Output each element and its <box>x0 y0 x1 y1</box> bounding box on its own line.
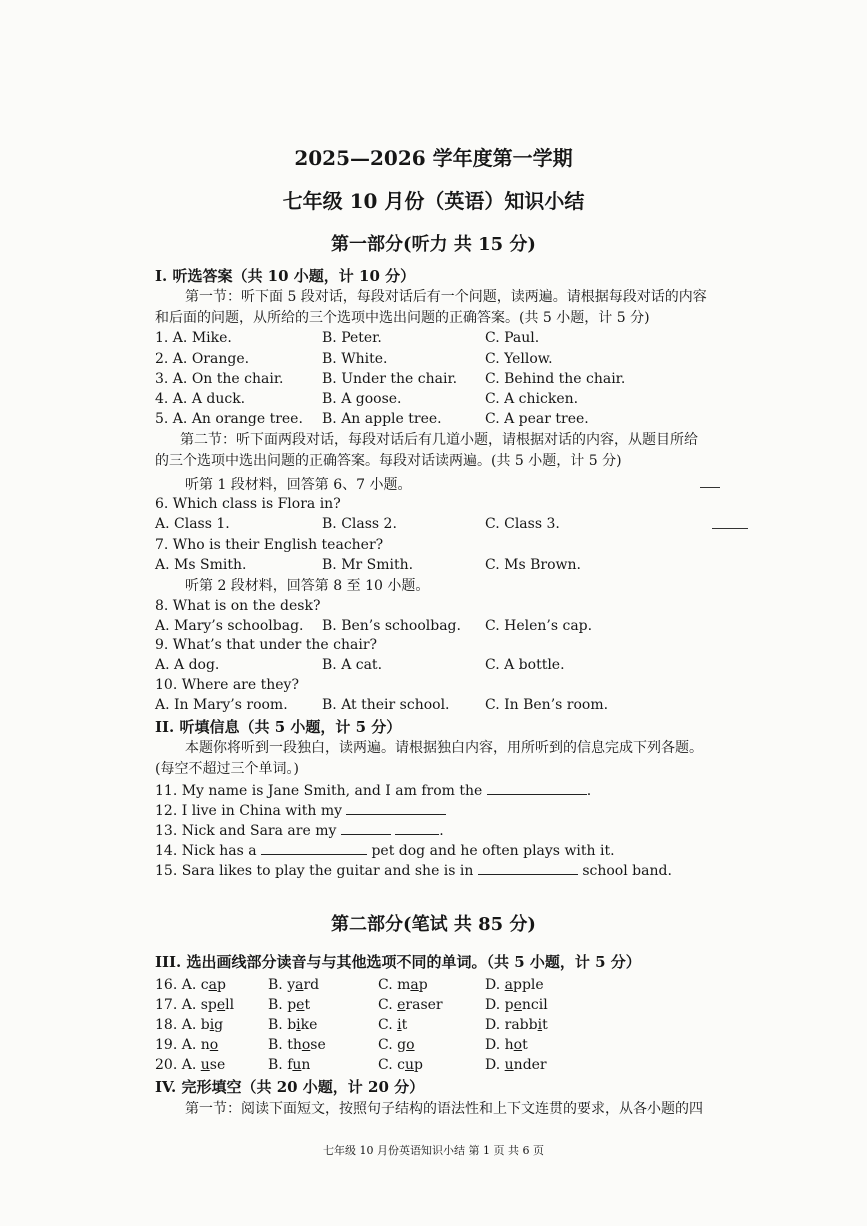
q16-option-c <box>378 977 428 993</box>
q4-option-b: B. A goose. <box>322 391 402 407</box>
word-part: 16. A. c <box>155 977 209 993</box>
section2-instr-line1: 本题你将听到一段独白，读两遍。请根据独白内容，用所听到的信息完成下列各题。 <box>185 740 703 756</box>
q2-option-c: C. Yellow. <box>485 351 553 367</box>
exam-title: 七年级 10 月份（英语）知识小结 <box>282 189 585 213</box>
q2-option-a: 2. A. Orange. <box>155 351 250 367</box>
word-part: B. th <box>268 1037 302 1053</box>
q5-option-c: C. A pear tree. <box>485 411 589 427</box>
q9-option-a: A. A dog. <box>155 657 220 673</box>
exam-term: 2025—2026 学年度第一学期 <box>294 146 573 170</box>
q16-option-b <box>268 977 319 993</box>
q15-blank[interactable] <box>478 860 578 875</box>
underlined-letter: e <box>216 997 226 1013</box>
q7-option-b: B. Mr Smith. <box>322 557 414 573</box>
section3-title: III. 选出画线部分读音与与其他选项不同的单词。（共 5 小题，计 5 分） <box>155 953 641 971</box>
q11-blank[interactable] <box>487 780 587 795</box>
q20-option-b <box>268 1057 310 1073</box>
underlined-letter: o <box>301 1037 311 1053</box>
q9-option-b: B. A cat. <box>322 657 383 673</box>
word-part: D. rabb <box>485 1017 538 1033</box>
q15-stem: 15. Sara likes to play the guitar and she is in <box>155 863 474 879</box>
q6-stem: 6. Which class is Flora in? <box>155 496 341 512</box>
q18-option-a <box>155 1017 223 1033</box>
underlined-letter: a <box>208 977 217 993</box>
word-part: p <box>216 977 226 993</box>
word-part: B. f <box>268 1057 293 1073</box>
q12-stem: 12. I live in China with my <box>155 803 342 819</box>
section1-instr-line2: 和后面的问题，从所给的三个选项中选出问题的正确答案。(共 5 小题，计 5 分) <box>155 310 650 326</box>
q7-option-a: A. Ms Smith. <box>155 557 247 573</box>
q18-option-b <box>268 1017 317 1033</box>
q14-rest: pet dog and he often plays with it. <box>371 843 615 859</box>
part1-heading: 第一部分(听力 共 15 分) <box>331 234 536 255</box>
material2-note: 听第 2 段材料，回答第 8 至 10 小题。 <box>185 578 430 594</box>
word-part: n <box>301 1057 311 1073</box>
stray-mark <box>712 528 748 529</box>
underlined-letter: a <box>504 977 513 993</box>
q13 <box>155 820 444 839</box>
underlined-letter: e <box>513 997 522 1013</box>
q5-option-b: B. An apple tree. <box>322 411 442 427</box>
q11-stem: 11. My name is Jane Smith, and I am from the <box>155 783 483 799</box>
word-part: ke <box>300 1017 318 1033</box>
word-part: t <box>401 1017 408 1033</box>
word-part: 20. A. <box>155 1057 201 1073</box>
word-part: C. g <box>378 1037 407 1053</box>
underlined-letter: a <box>410 977 419 993</box>
q1-option-b: B. Peter. <box>322 330 382 346</box>
word-part: 17. A. sp <box>155 997 217 1013</box>
q14 <box>155 840 615 859</box>
section1-part2-instr-line1: 第二节：听下面两段对话，每段对话后有几道小题，请根据对话的内容，从题目所给 <box>180 432 698 448</box>
material1-note: 听第 1 段材料，回答第 6、7 小题。 <box>185 477 412 493</box>
q20-option-a <box>155 1057 225 1073</box>
word-part: B. y <box>268 977 296 993</box>
word-part: raser <box>405 997 443 1013</box>
q10-option-c: C. In Ben’s room. <box>485 697 609 713</box>
q20-option-d <box>485 1057 547 1073</box>
word-part: C. <box>378 1017 398 1033</box>
q3-option-c: C. Behind the chair. <box>485 371 626 387</box>
underlined-letter: e <box>296 997 305 1013</box>
underlined-letter: i <box>209 1017 215 1033</box>
section2-instr-line2: (每空不超过三个单词。) <box>155 761 299 777</box>
q9-stem: 9. What’s that under the chair? <box>155 637 378 653</box>
section1-part2-instr-line2: 的三个选项中选出问题的正确答案。每段对话读两遍。(共 5 小题，计 5 分) <box>155 453 622 469</box>
q20-option-c <box>378 1057 423 1073</box>
q6-option-c: C. Class 3. <box>485 516 560 532</box>
word-part: 18. A. b <box>155 1017 210 1033</box>
q13-blank-2[interactable] <box>395 820 439 835</box>
q13-blank-1[interactable] <box>341 820 391 835</box>
underlined-letter: o <box>513 1037 523 1053</box>
q18-option-d <box>485 1017 548 1033</box>
q8-option-b: B. Ben’s schoolbag. <box>322 618 461 634</box>
q4-option-a: 4. A. A duck. <box>155 391 246 407</box>
q1-option-c: C. Paul. <box>485 330 540 346</box>
q13-end: . <box>439 823 444 839</box>
q7-option-c: C. Ms Brown. <box>485 557 581 573</box>
underlined-letter: u <box>292 1057 302 1073</box>
word-part: p <box>418 977 428 993</box>
word-part: nder <box>513 1057 547 1073</box>
q19-option-d <box>485 1037 528 1053</box>
q8-option-c: C. Helen’s cap. <box>485 618 593 634</box>
q8-stem: 8. What is on the desk? <box>155 598 321 614</box>
q2-option-b: B. White. <box>322 351 388 367</box>
q8-option-a: A. Mary’s schoolbag. <box>155 618 304 634</box>
q10-option-a: A. In Mary’s room. <box>155 697 288 713</box>
word-part: B. b <box>268 1017 297 1033</box>
q17-option-a <box>155 997 234 1013</box>
underlined-letter: a <box>295 977 304 993</box>
q18-option-c <box>378 1017 407 1033</box>
section1-title: I. 听选答案（共 10 小题，计 10 分） <box>155 267 416 285</box>
q9-option-c: C. A bottle. <box>485 657 565 673</box>
section2-title: II. 听填信息（共 5 小题，计 5 分） <box>155 718 402 736</box>
word-part: D. p <box>485 997 514 1013</box>
underlined-letter: o <box>209 1037 219 1053</box>
section1-instr-line1: 第一节：听下面 5 段对话，每段对话后有一个问题，读两遍。请根据每段对话的内容 <box>185 289 707 305</box>
word-part: C. <box>378 997 398 1013</box>
underlined-letter: i <box>537 1017 543 1033</box>
q17-option-b <box>268 997 310 1013</box>
q16-option-d <box>485 977 544 993</box>
word-part: ncil <box>521 997 548 1013</box>
q12-blank[interactable] <box>346 800 446 815</box>
underlined-letter: i <box>296 1017 301 1033</box>
page-footer: 七年级 10 月份英语知识小结 第 1 页 共 6 页 <box>323 1144 544 1157</box>
q6-option-b: B. Class 2. <box>322 516 397 532</box>
word-part: 19. A. n <box>155 1037 210 1053</box>
q14-stem: 14. Nick has a <box>155 843 257 859</box>
section4-title: IV. 完形填空（共 20 小题，计 20 分） <box>155 1078 425 1096</box>
q12 <box>155 800 446 819</box>
underlined-letter: u <box>504 1057 514 1073</box>
word-part: pple <box>513 977 544 993</box>
section4-instr: 第一节：阅读下面短文，按照句子结构的语法性和上下文连贯的要求，从各小题的四 <box>185 1101 703 1117</box>
word-part: C. c <box>378 1057 405 1073</box>
part2-heading: 第二部分(笔试 共 85 分) <box>331 914 536 935</box>
q14-blank[interactable] <box>261 840 367 855</box>
word-part: D. h <box>485 1037 514 1053</box>
word-part: t <box>522 1037 528 1053</box>
q17-option-d <box>485 997 548 1013</box>
stray-mark <box>700 487 720 488</box>
q11 <box>155 780 591 799</box>
word-part: B. p <box>268 997 297 1013</box>
underlined-letter: i <box>397 1017 402 1033</box>
q17-option-c <box>378 997 443 1013</box>
underlined-letter: e <box>397 997 406 1013</box>
q10-option-b: B. At their school. <box>322 697 450 713</box>
word-part: D. <box>485 977 505 993</box>
q3-option-a: 3. A. On the chair. <box>155 371 284 387</box>
q11-end: . <box>586 783 592 799</box>
word-part: se <box>209 1057 226 1073</box>
q6-option-a: A. Class 1. <box>155 516 230 532</box>
underlined-letter: u <box>200 1057 210 1073</box>
q10-stem: 10. Where are they? <box>155 677 299 693</box>
word-part: D. <box>485 1057 505 1073</box>
underlined-letter: o <box>406 1037 415 1053</box>
q19-option-c <box>378 1037 415 1053</box>
word-part: g <box>214 1017 224 1033</box>
q5-option-a: 5. A. An orange tree. <box>155 411 303 427</box>
word-part: rd <box>303 977 320 993</box>
q7-stem: 7. Who is their English teacher? <box>155 537 384 553</box>
word-part: se <box>310 1037 326 1053</box>
q13-stem: 13. Nick and Sara are my <box>155 823 337 839</box>
word-part: t <box>542 1017 548 1033</box>
q16-option-a <box>155 977 226 993</box>
q4-option-c: C. A chicken. <box>485 391 579 407</box>
q19-option-a <box>155 1037 218 1053</box>
q15-rest: school band. <box>582 863 672 879</box>
word-part: ll <box>225 997 235 1013</box>
q15 <box>155 860 672 879</box>
q19-option-b <box>268 1037 326 1053</box>
underlined-letter: u <box>404 1057 414 1073</box>
q1-option-a: 1. A. Mike. <box>155 330 232 346</box>
word-part: C. m <box>378 977 411 993</box>
word-part: t <box>304 997 311 1013</box>
q3-option-b: B. Under the chair. <box>322 371 458 387</box>
word-part: p <box>414 1057 423 1073</box>
